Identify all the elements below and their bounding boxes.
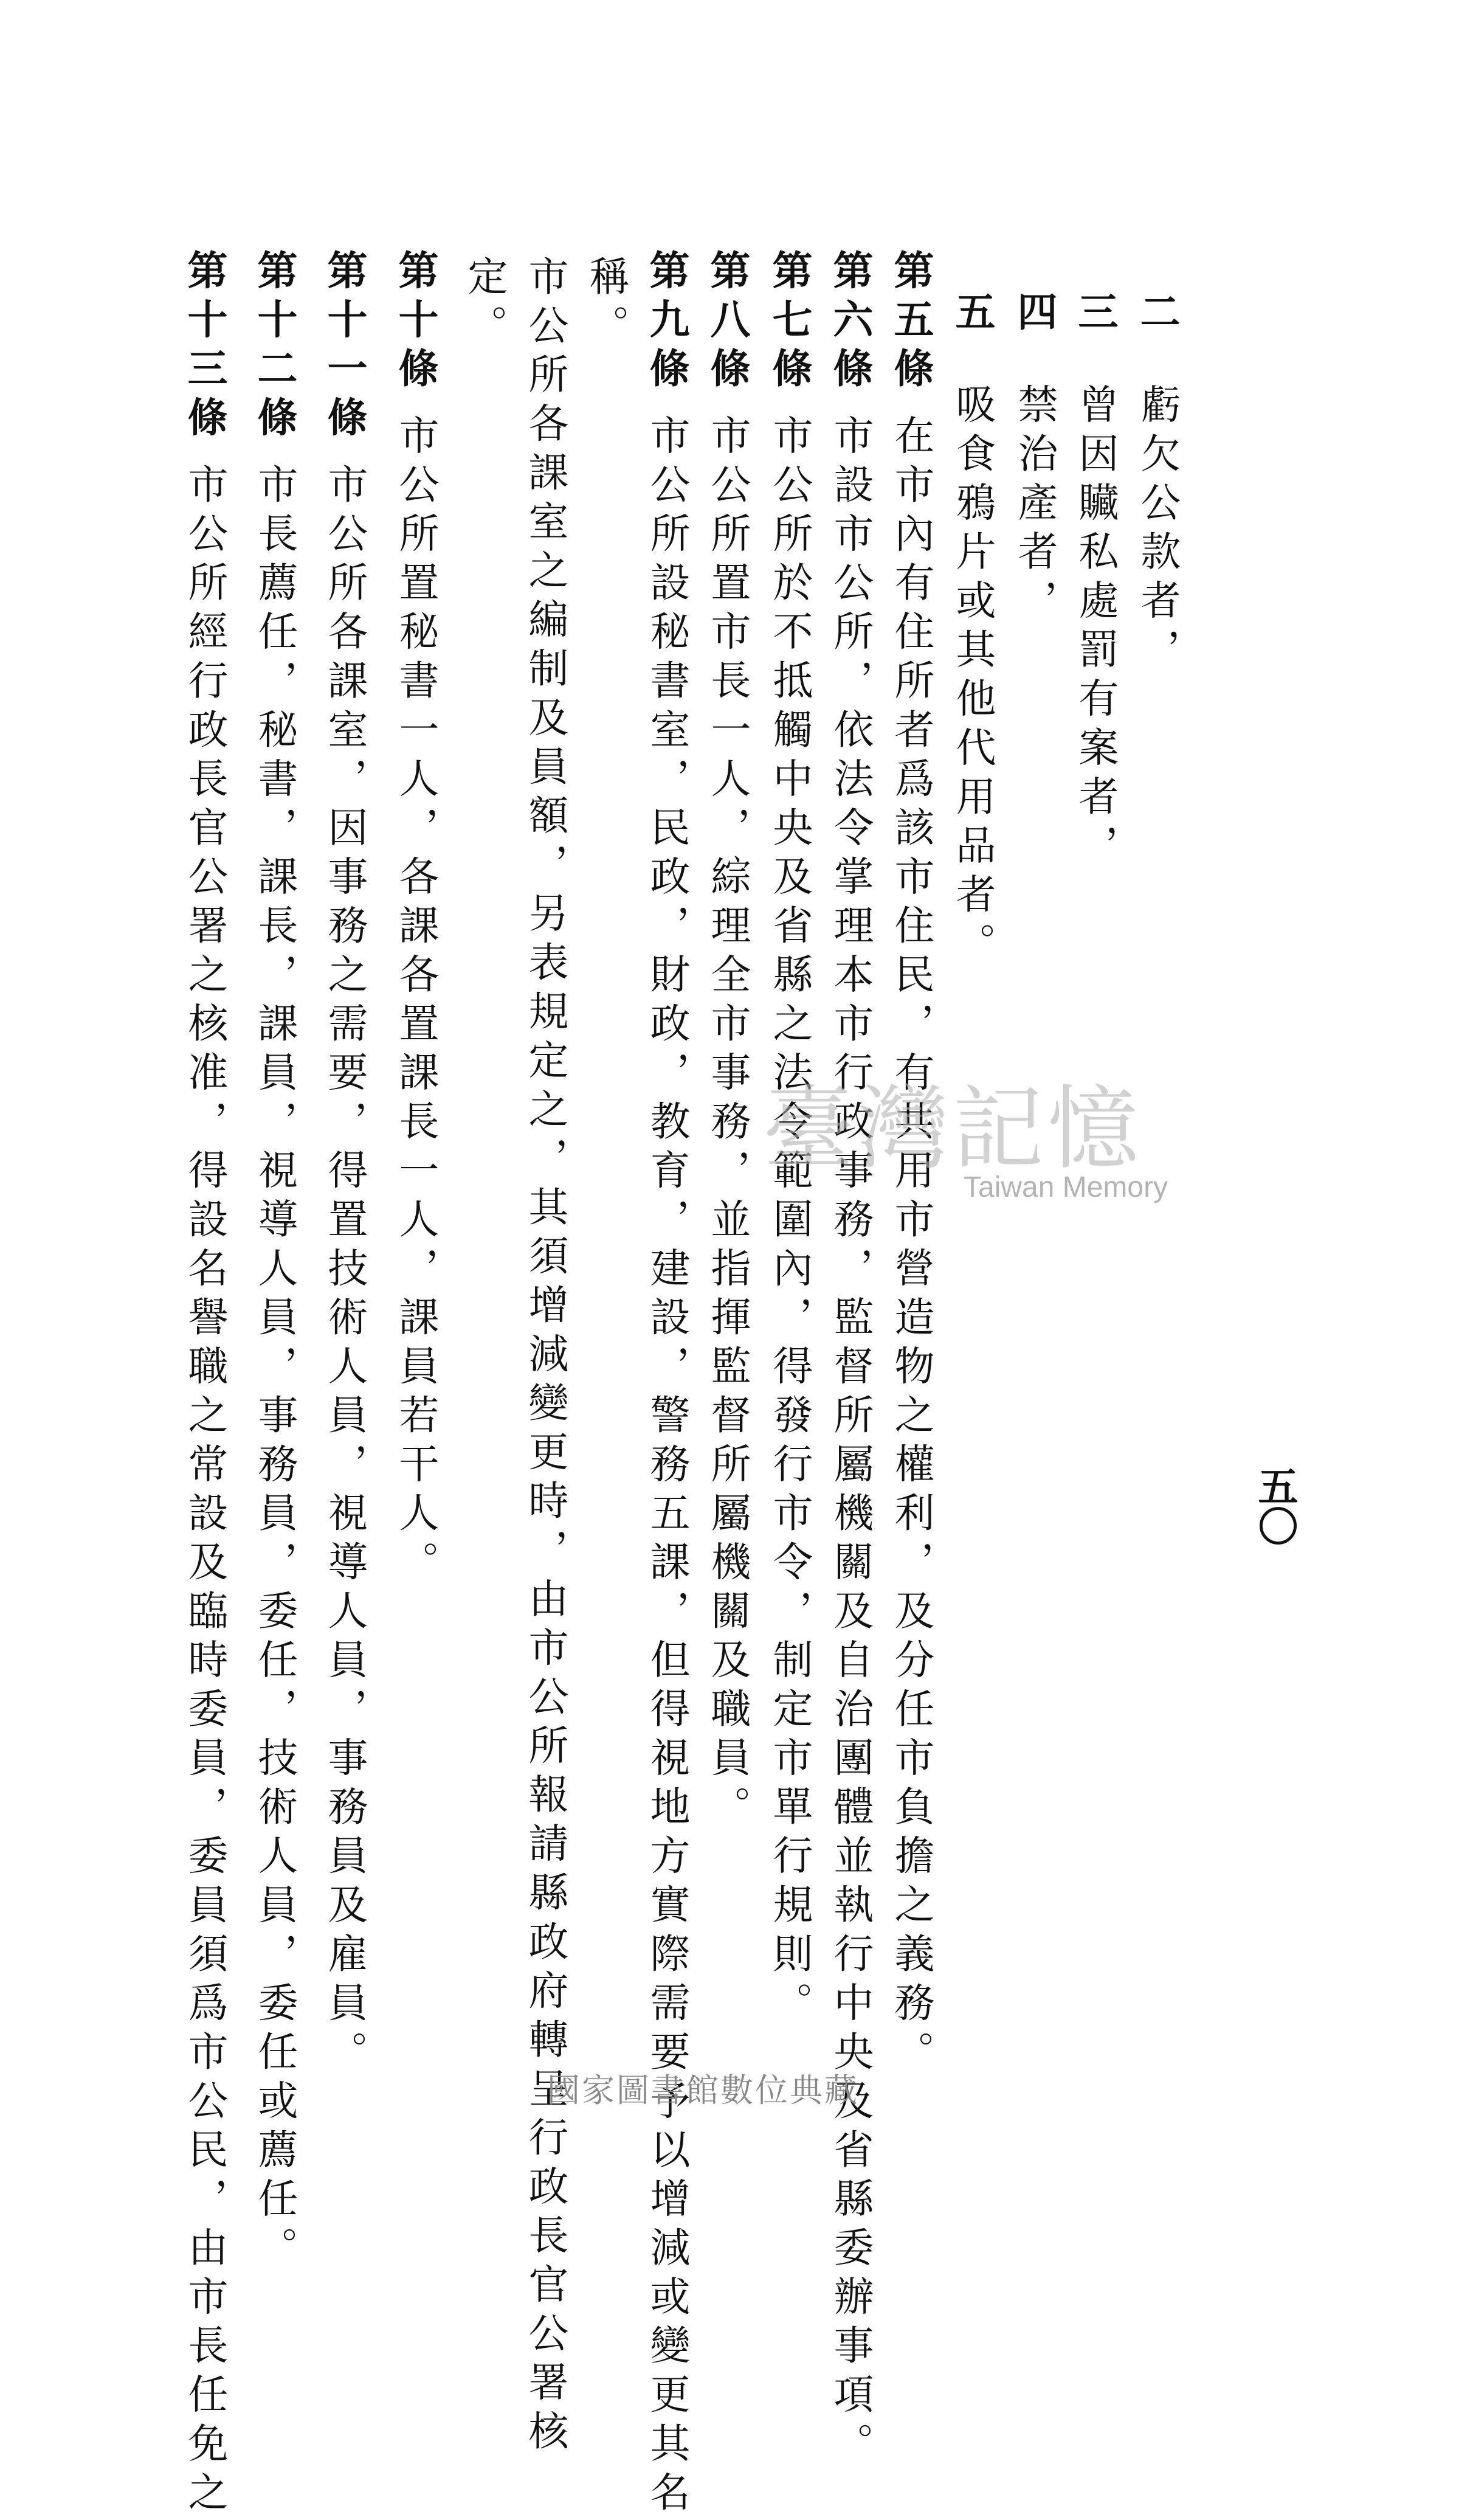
item-number: 五 [948, 291, 996, 340]
text-column-10 [582, 0, 629, 354]
column-text: 吸食鴉片或其他代用品者。 [949, 383, 996, 971]
article-label: 第十條 [391, 249, 439, 396]
column-text: 定。 [461, 255, 508, 354]
text-column-7 [765, 0, 813, 2030]
text-column-5 [887, 0, 934, 2080]
article-label: 第十一條 [320, 249, 368, 446]
column-text: 虧欠公款者， [1134, 383, 1181, 677]
item-number: 四 [1010, 291, 1058, 340]
text-column-13 [391, 0, 439, 1590]
column-text: 禁治產者， [1011, 383, 1058, 629]
column-text: 市公所經行政長官公署之核准，得設名譽職之常設及臨時委員，委員須爲市公民，由市長任免之 [181, 463, 228, 2520]
article-label: 第十三條 [181, 249, 228, 446]
text-column-2 [1071, 0, 1119, 873]
text-column-4 [948, 0, 996, 971]
column-text: 市公所各課室之編制及員額，另表規定之，其須增減變更時，由市公所報請縣政府轉呈行政長官公署核 [522, 255, 568, 2459]
column-text: 市公所設秘書室，民政，財政，教育，建設，警務五課，但得視地方實際需要予以增減或變更其名 [643, 414, 690, 2520]
watermark-logo-text: 臺灣記憶 [763, 1076, 1143, 1182]
column-text: 市長薦任，秘書，課長，課員，視導人員，事務員，委任，技術人員，委任或薦任。 [251, 463, 298, 2276]
column-text: 市公所於不抵觸中央及省縣之法令範圍內，得發行市令，制定市單行規則。 [766, 414, 813, 2030]
page-number: 五〇 [1251, 1466, 1299, 1546]
footer-credit: 國家圖書館數位典藏 [547, 2071, 859, 2110]
text-column-1 [1133, 0, 1181, 677]
item-number: 二 [1133, 291, 1181, 340]
text-column-12 [461, 0, 508, 354]
column-text: 市設市公所，依法令掌理本市行政事務，監督所屬機關及自治團體並執行中央及省縣委辦事項。 [827, 414, 874, 2471]
text-column-14 [320, 0, 368, 2080]
text-column-3 [1010, 0, 1058, 629]
article-label: 第九條 [643, 249, 690, 396]
item-number: 三 [1071, 291, 1119, 340]
article-label: 第五條 [887, 249, 934, 396]
text-column-15 [250, 0, 298, 2276]
column-text: 市公所各課室，因事務之需要，得置技術人員，視導人員，事務員及雇員。 [321, 463, 368, 2080]
article-label: 第六條 [826, 249, 874, 396]
article-label: 第七條 [765, 249, 813, 396]
text-column-16 [181, 0, 228, 2520]
column-text: 稱。 [582, 255, 629, 354]
text-column-8 [703, 0, 751, 1835]
text-column-9 [643, 0, 690, 2520]
watermark-caption: Taiwan Memory [964, 1171, 1168, 1203]
article-label: 第八條 [703, 249, 751, 396]
column-text: 在市內有住所者爲該市住民，有共用市營造物之權利，及分任市負擔之義務。 [888, 414, 934, 2080]
article-label: 第十二條 [250, 249, 298, 446]
column-text: 曾因贜私處罰有案者， [1072, 383, 1119, 873]
column-text: 市公所置秘書一人，各課各置課長一人，課員若干人。 [392, 414, 439, 1590]
column-text: 市公所置市長一人，綜理全市事務，並指揮監督所屬機關及職員。 [704, 414, 751, 1835]
